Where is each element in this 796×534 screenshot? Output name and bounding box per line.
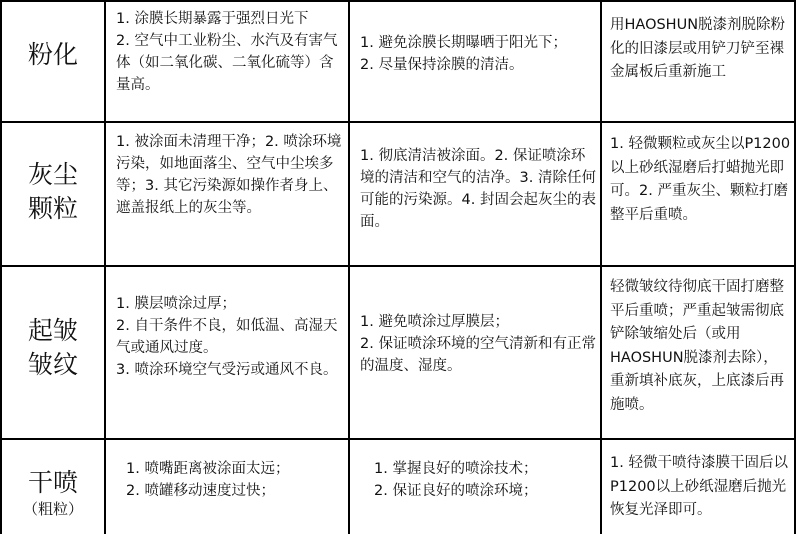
defect-name: [2, 158, 104, 226]
defect-label: 起皱 皱纹: [27, 316, 78, 379]
row-divider: [0, 438, 796, 440]
table-border-left: [0, 0, 2, 534]
cause-cell: 1. 被涂面未清理干净；2. 喷涂环境污染，如地面落尘、空气中尘埃多等；3. 其它污染源如操作者身上、遮盖报纸上的灰尘等。: [116, 134, 342, 216]
defect-note: （粗粒）: [22, 500, 83, 518]
row-divider: [0, 265, 796, 267]
defect-label: 干喷: [27, 468, 78, 497]
cause-cell: 1. 喷嘴距离被涂面太远； 2. 喷罐移动速度过快；: [126, 461, 290, 499]
prevention-cell: 1. 掌握良好的喷涂技术； 2. 保证良好的喷涂环境；: [374, 461, 538, 499]
defect-label: 粉化: [27, 40, 78, 69]
remedy-cell: 用HAOSHUN脱漆剂脱除粉化的旧漆层或用铲刀铲至裸金属板后重新施工: [610, 17, 786, 80]
column-divider: [348, 0, 350, 534]
remedy-cell: 轻微皱纹待彻底干固打磨整平后重喷；严重起皱需彻底铲除皱缩处后（或用HAOSHUN脱漆剂去除），重新填补底灰，上底漆后再施喷。: [610, 279, 784, 413]
defect-name: [2, 38, 104, 72]
remedy-cell: 1. 轻微颗粒或灰尘以P1200以上砂纸湿磨后打蜡抛光即可。2. 严重灰尘、颗粒打磨整平后重喷。: [610, 136, 791, 223]
cause-cell: 1. 涂膜长期暴露于强烈日光下 2. 空气中工业粉尘、水汽及有害气体（如二氧化碳、二氧化硫等）含量高。: [116, 11, 338, 93]
row-divider: [0, 121, 796, 123]
row-divider: [0, 0, 796, 2]
remedy-cell: 1. 轻微干喷待漆膜干固后以P1200以上砂纸湿磨后抛光恢复光泽即可。: [610, 455, 788, 518]
cause-cell: 1. 膜层喷涂过厚； 2. 自干条件不良，如低温、高湿天气或通风过度。 3. 喷涂环境空气受污或通风不良。: [116, 296, 338, 378]
defect-name: [2, 466, 104, 518]
column-divider: [104, 0, 106, 534]
prevention-cell: 1. 彻底清洁被涂面。2. 保证喷涂环境的清洁和空气的洁净。3. 清除任何可能的污染源。4. 封固会起灰尘的表面。: [360, 148, 596, 230]
prevention-cell: 1. 避免喷涂过厚膜层； 2. 保证喷涂环境的空气清新和有正常的温度、湿度。: [360, 314, 596, 374]
defect-name: [2, 314, 104, 382]
column-divider: [600, 0, 602, 534]
prevention-cell: 1. 避免涂膜长期曝晒于阳光下； 2. 尽量保持涂膜的清洁。: [360, 35, 567, 73]
defect-label: 灰尘 颗粒: [27, 160, 78, 223]
